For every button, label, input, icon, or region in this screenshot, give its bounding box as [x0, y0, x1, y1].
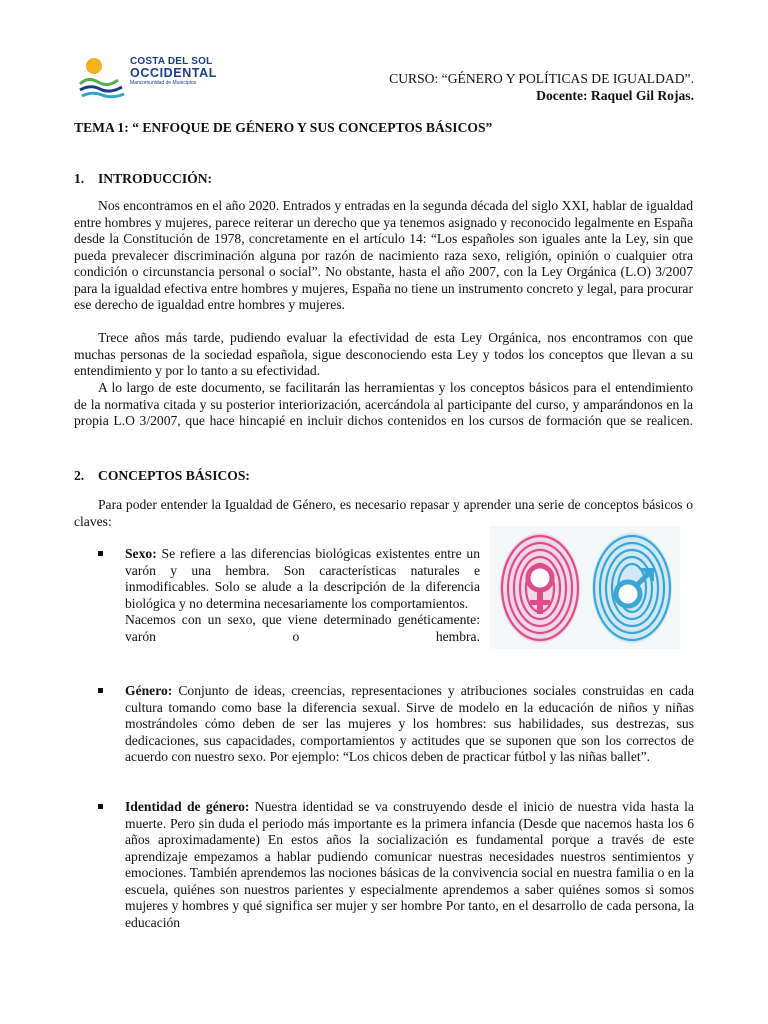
- logo-text: [130, 56, 217, 87]
- section-number: 1.: [74, 171, 85, 186]
- organization-logo: [78, 54, 228, 102]
- gender-fingerprint-image: [490, 526, 680, 649]
- list-item-text: [125, 546, 480, 645]
- term-label: Identidad de género:: [125, 799, 250, 814]
- sun-waves-logo-icon: [78, 54, 130, 102]
- term-definition: Se refiere a las diferencias biológicas existentes entre un varón y una hembra. Son características naturales e inmodificables. Solo se alude a la descripción de la diferencia biológica y no determina necesariamente los comportamientos.: [125, 546, 480, 611]
- section-number: 2.: [74, 468, 85, 483]
- intro-paragraph-3: A lo largo de este documento, se facilitarán las herramientas y los conceptos básicos para el entendimiento de la normativa citada y su posterior interiorización, acercándola al participante del curso, y amparándonos en la propia L.O 3/2007, que hace hincapié en incluir dichos contenidos en los cursos de formación que se realicen.: [74, 380, 693, 428]
- course-title: CURSO: “GÉNERO Y POLÍTICAS DE IGUALDAD”.: [389, 71, 694, 86]
- list-item-identidad-genero: [98, 799, 694, 931]
- bullet-square-icon: [98, 688, 103, 693]
- term-definition: Conjunto de ideas, creencias, representaciones y atribuciones sociales construidas en cada cultura tomando como base la diferencia sexual. Sirve de modelo en la educación de niños y niñas mostrándoles cómo deben de ser las mujeres y los hombres: sus habilidades, sus destrezas, sus dedicaciones, sus capacidades, comportamientos y actitudes que se suponen que son los correctos de acuerdo con nuestro sexo. Por ejemplo: “Los chicos deben de practicar fútbol y las niñas ballet”.: [125, 683, 694, 764]
- female-fingerprint-icon: [500, 533, 580, 643]
- logo-line3: Mancomunidad de Municipios: [130, 80, 197, 86]
- logo-line1: COSTA DEL SOL: [130, 56, 213, 67]
- list-item-sexo: [98, 546, 480, 645]
- section-title: CONCEPTOS BÁSICOS:: [98, 468, 250, 483]
- term-definition-2: Nacemos con un sexo, que viene determinado genéticamente: varón o hembra.: [125, 612, 480, 644]
- list-item-text: [125, 683, 694, 766]
- document-title: TEMA 1: “ ENFOQUE DE GÉNERO Y SUS CONCEPTOS BÁSICOS”: [74, 120, 493, 135]
- term-definition: Nuestra identidad se va construyendo desde el inicio de nuestra vida hasta la muerte. Pero sin duda el periodo más importante es la primera infancia (Desde que nacemos hasta los 6 años aproximadamente) En estos años la socialización es fundamental porque a través de este aprendizaje empezamos a hablar pudiendo comunicar nuestras necesidades nuestros sentimientos y emociones. También aprendemos las nociones básicas de la convivencia social en nuestra familia o en la escuela, quiénes son nuestros parientes y especialmente aprendemos a saber quiénes somos si somos mujeres y hombres y qué significa ser mujer y ser hombre Por tanto, en el desarrollo de cada persona, la educación: [125, 799, 694, 930]
- intro-paragraph-2: Trece años más tarde, pudiendo evaluar la efectividad de esta Ley Orgánica, nos encontramos con que muchas personas de la sociedad española, sigue desconociendo esta Ley y todos los conceptos que llevan a su entendimiento y por lo tanto a su efectividad.: [74, 330, 693, 378]
- section-heading-conceptos: [74, 468, 250, 484]
- section-heading-introduccion: [74, 171, 212, 187]
- term-label: Género:: [125, 683, 173, 698]
- logo-line2: OCCIDENTAL: [130, 66, 218, 80]
- term-label: Sexo:: [125, 546, 157, 561]
- list-item-text: [125, 799, 694, 931]
- intro-paragraph-1: Nos encontramos en el año 2020. Entrados y entradas en la segunda década del siglo XXI, hablar de igualdad entre hombres y mujeres, parece reiterar un derecho que ya tenemos asignado y reconocido legalmente en España desde la Constitución de 1978, concretamente en el artículo 14: “Los españoles son iguales ante la Ley, sin que pueda prevalecer discriminación alguna por razón de nacimiento raza sexo, religión, opinión o cualquier otra condición o circunstancia personal o social”. No obstante, hasta el año 2007, con la Ley Orgánica (L.O) 3/2007 para la igualdad efectiva entre hombres y mujeres, España no tiene un instrumento concreto y legal, para procurar ese derecho de igualdad entre hombres y mujeres.: [74, 198, 693, 312]
- bullet-square-icon: [98, 804, 103, 809]
- list-item-genero: [98, 683, 694, 766]
- fingerprint-illustration: [490, 526, 680, 649]
- section-title: INTRODUCCIÓN:: [98, 171, 213, 186]
- course-header: [389, 70, 694, 104]
- teacher-name: Docente: Raquel Gil Rojas.: [536, 88, 694, 103]
- male-fingerprint-icon: [592, 533, 672, 643]
- bullet-square-icon: [98, 551, 103, 556]
- conceptos-intro: Para poder entender la Igualdad de Género, es necesario repasar y aprender una serie de conceptos básicos o claves:: [74, 497, 693, 529]
